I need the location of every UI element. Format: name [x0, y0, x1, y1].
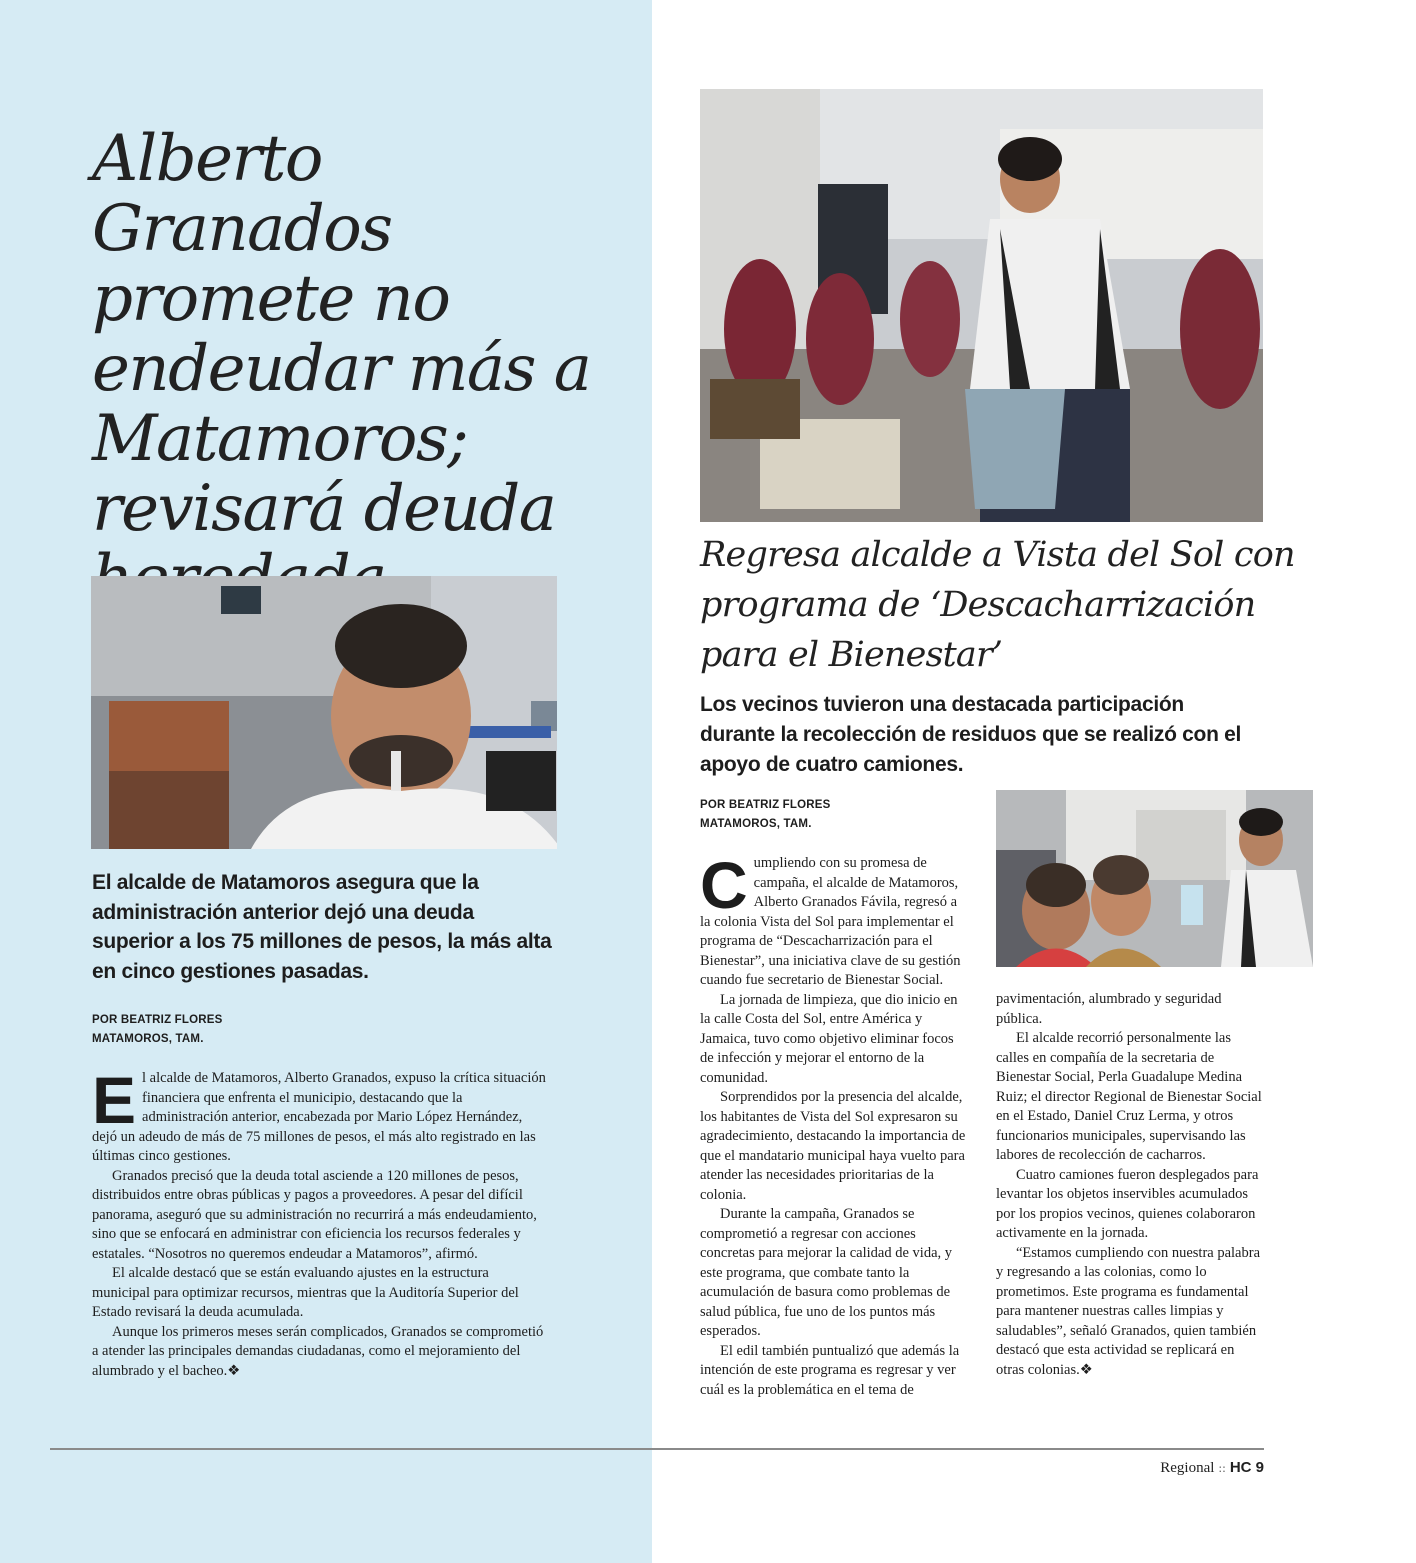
main-body-paragraph-4: Aunque los primeros meses serán complicados, Granados se comprometió a atender las principales demandas ciudadanas, como el mejoramiento del alumbrado y el bacheo.❖ — [92, 1323, 544, 1379]
secondary-deck: Los vecinos tuvieron una destacada participación durante la recolección de residuos que se realizó con el apoyo de cuatro camiones. — [700, 693, 1242, 776]
secondary-byline-location: MATAMOROS, TAM. — [700, 818, 812, 830]
page-footer — [1160, 1459, 1264, 1477]
secondary-body-paragraph-3: Sorprendidos por la presencia del alcalde, los habitantes de Vista del Sol expresaron su agradecimiento, destacando la importancia de que el mandatario municipal haya vuelto para atender las necesidades prioritarias de la colonia. — [700, 1089, 966, 1203]
main-deck: El alcalde de Matamoros asegura que la administración anterior dejó una deuda superior a los 75 millones de pesos, la más alta en cinco gestiones pasadas. — [92, 871, 552, 983]
secondary-byline-author: POR BEATRIZ FLORES — [700, 799, 831, 811]
secondary-body-column-2 — [996, 990, 1262, 1380]
secondary-body-column-1 — [700, 848, 966, 1400]
main-headline: Alberto Granados promete no endeudar más a Matamoros; revisará deuda — [92, 122, 591, 546]
footer-rule — [50, 1448, 1264, 1450]
main-body-paragraph-1: El alcalde de Matamoros, Alberto Granados, expuso la crítica situación financiera que enfrenta el municipio, destacando que la administración anterior, encabezada por Mario López Hernández, dejó un adeudo de más de 75 millones de pesos, el más alto registrado en las últimas cinco gestiones. — [92, 1063, 546, 1164]
secondary-body-paragraph-2: La jornada de limpieza, que dio inicio en la calle Costa del Sol, entre América y Jamaica, tuvo como objetivo eliminar focos de infección y mejorar el entorno de la comunidad. — [700, 991, 958, 1086]
cleanup-crowd-photo — [700, 89, 1263, 522]
footer-section: Regional — [1160, 1460, 1215, 1476]
secondary-headline: Regresa alcalde a Vista del Sol con programa de ‘Descacharrización para el Bienestar’ — [700, 535, 1295, 675]
mayor-portrait-photo — [91, 576, 557, 849]
secondary-body-paragraph-7: Cuatro camiones fueron desplegados para levantar los objetos inservibles acumulados por los propios vecinos, quienes colaboraron activamente en la jornada. — [996, 1166, 1259, 1241]
main-body-paragraph-2: Granados precisó que la deuda total asciende a 120 millones de pesos, distribuidos entre obras públicas y pagos a proveedores. A pesar del difícil panorama, aseguró que su administración no recurrirá a más endeudamiento, sino que se enfocará en administrar con eficiencia los recursos federales y estatales. “Nosotros no queremos endeudar a Matamoros”, afirmó. — [92, 1167, 537, 1262]
secondary-byline — [700, 796, 831, 834]
main-body-paragraph-3: El alcalde destacó que se están evaluando ajustes en la estructura municipal para optimizar recursos, mientras que la Auditoría Superior del Estado revisará la deuda acumulada. — [92, 1265, 519, 1320]
main-body — [92, 1063, 550, 1381]
secondary-body-paragraph-1: Cumpliendo con su promesa de campaña, el alcalde de Matamoros, Alberto Granados Fávila, regresó a la colonia Vista del Sol para implementar el programa de “Descacharrización para el Bienestar”, una iniciativa clave de su gestión cuando fue secretario de Bienestar Social. — [700, 848, 961, 988]
secondary-body-paragraph-8: “Estamos cumpliendo con nuestra palabra y regresando a las colonias, como lo prometimos. Este programa es fundamental para mantener nuestras calles limpias y saludables”, señaló Granados, quien también destacó que esta actividad se replicará en otras colonias.❖ — [996, 1244, 1261, 1378]
secondary-body-paragraph-5: El edil también puntualizó que además la intención de este programa es regresar y ver cuál es la problemática en el tema de — [700, 1342, 960, 1398]
main-byline-author: POR BEATRIZ FLORES — [92, 1014, 223, 1026]
secondary-body-continuation: pavimentación, alumbrado y seguridad pública. — [996, 991, 1222, 1027]
footer-page-number: HC 9 — [1229, 1459, 1264, 1476]
secondary-drop-cap: C — [700, 848, 748, 922]
secondary-body-paragraph-4: Durante la campaña, Granados se comprometió a regresar con acciones concretas para mejorar la calidad de vida, y este programa, que combate tanto la acumulación de basura como problemas de salud pública, fue uno de los puntos más esperados. — [700, 1206, 953, 1339]
main-byline-location: MATAMOROS, TAM. — [92, 1033, 204, 1045]
footer-separator: :: — [1218, 1462, 1226, 1475]
secondary-body-paragraph-6: El alcalde recorrió personalmente las calles en compañía de la secretaria de Bienestar Social, Perla Guadalupe Medina Ruiz; el director Regional de Bienestar Social en el Estado, Daniel Cruz Lerma, y otros funcionarios municipales, supervisando las labores de recolección de cacharros. — [996, 1030, 1262, 1163]
main-drop-cap: E — [92, 1063, 137, 1137]
mayor-talking-with-residents-photo — [996, 790, 1313, 967]
main-byline — [92, 1011, 223, 1049]
